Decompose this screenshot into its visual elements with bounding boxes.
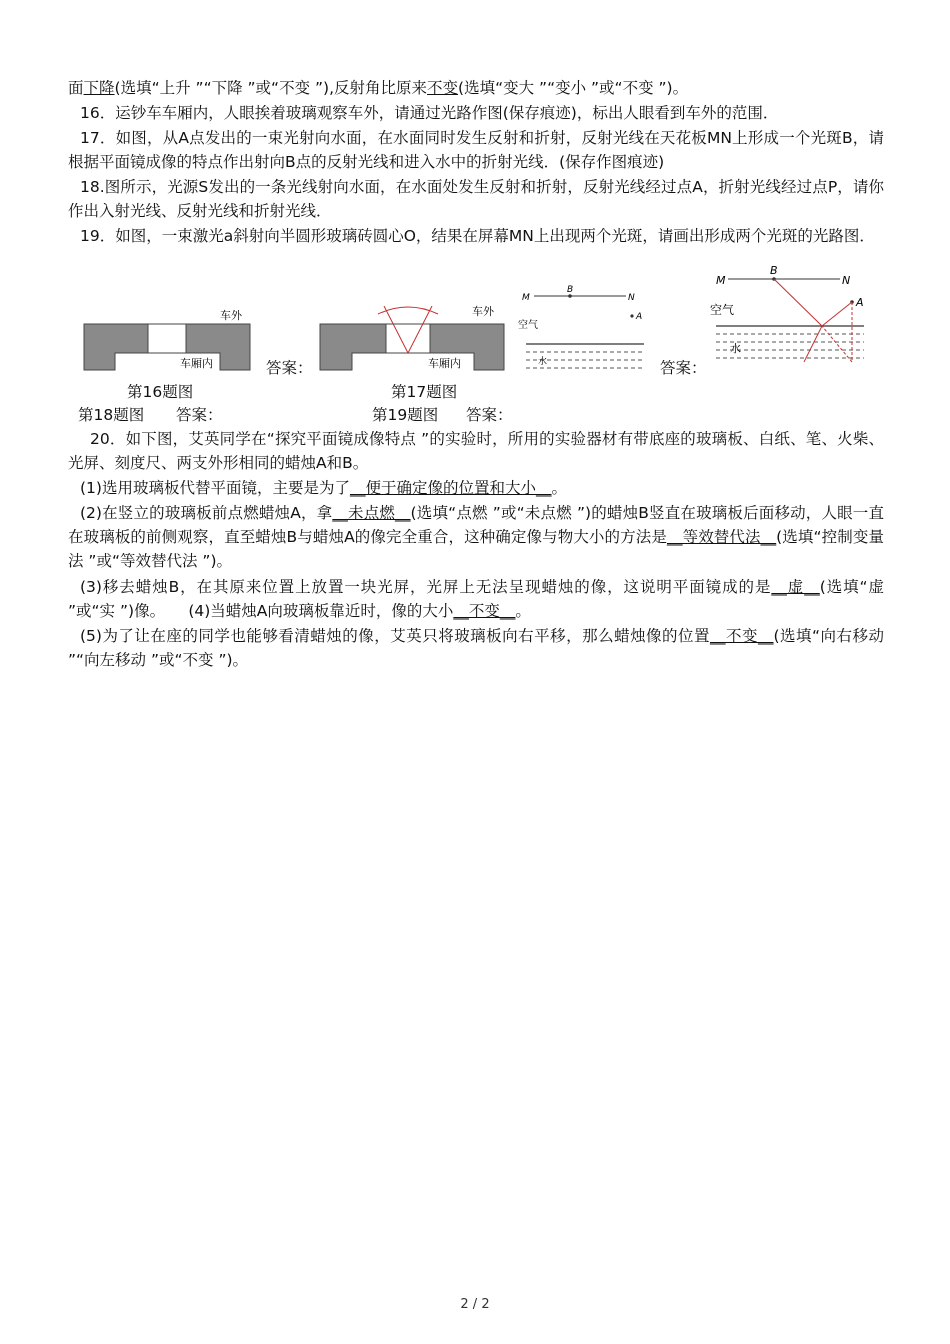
caption-figure-19: 第19题图 — [372, 406, 439, 424]
question-20: 20．如下图，艾英同学在“探究平面镜成像特点 ”的实验时，所用的实验器材有带底座的玻璃板、白纸、笔、火柴、光屏、刻度尺、两支外形相同的蜡烛A和B。 — [68, 430, 884, 472]
air-label: 空气 — [518, 320, 538, 331]
car-inside-label: 车厢内 — [180, 357, 213, 370]
question-20-part-5: (5)为了让在座的同学也能够看清蜡烛的像，艾英只将玻璃板向右平移，那么蜡烛像的位置__不变__(选填“向右移动 ”“向左移动 ”或“不变 ”)。 — [68, 627, 884, 669]
question-19: 19．如图，一束激光a斜射向半圆形玻璃砖圆心O，结果在屏幕MN上出现两个光斑，请画出形成两个光斑的光路图． — [80, 227, 875, 245]
question-20-part-1: (1)选用玻璃板代替平面镜，主要是为了__便于确定像的位置和大小__。 — [80, 479, 567, 497]
water-label: 水 — [730, 342, 741, 355]
label-N: N — [628, 293, 635, 303]
car-inside-label: 车厢内 — [428, 357, 461, 370]
caption-figure-18: 第18题图 — [78, 406, 145, 424]
caption-figure-17: 第17题图 — [391, 383, 458, 401]
figure-18-answer — [708, 262, 868, 374]
label-M: M — [716, 274, 726, 287]
line-q15-tail: 面下降(选填“上升 ”“下降 ”或“不变 ”),反射角比原来不变(选填“变大 ”“变小 ”或“不变 ”)。 — [68, 79, 689, 97]
air-label: 空气 — [710, 303, 735, 317]
answer-label: 答案： — [266, 359, 313, 377]
figure-16-car — [80, 304, 255, 376]
caption-figure-16: 第16题图 — [127, 383, 194, 401]
question-18: 18.图所示，光源S发出的一条光线射向水面，在水面处发生反射和折射，反射光线经过点A，折射光线经过点P，请你作出入射光线、反射光线和折射光线． — [68, 178, 884, 220]
figure-18-water — [516, 282, 651, 376]
car-outside-label: 车外 — [472, 305, 494, 318]
page-number: 2 / 2 — [460, 1297, 490, 1312]
label-A: A — [856, 296, 864, 309]
answer-blank: __不变__ — [710, 627, 774, 645]
answer-blank: __不变__ — [453, 602, 516, 620]
answer-label: 答案： — [176, 406, 223, 424]
answer-blank: __未点燃__ — [332, 504, 411, 522]
label-M: M — [522, 293, 530, 303]
label-A: A — [636, 312, 643, 322]
question-20-part-2: (2)在竖立的玻璃板前点燃蜡烛A，拿__未点燃__(选填“点燃 ”或“未点燃 ”)的蜡烛B竖直在玻璃板后面移动，人眼一直在玻璃板的前侧观察，直至蜡烛B与蜡烛A的像完全重合，这种确定像与物大小的方法是__等效替代法__(选填“控制变量法 ”或“等效替代法 ”)。 — [68, 504, 884, 570]
label-B: B — [770, 264, 778, 277]
answer-label: 答案： — [466, 406, 513, 424]
answer-blank: 不变 — [427, 79, 459, 97]
label-N: N — [842, 274, 851, 287]
question-16: 16．运钞车车厢内，人眼挨着玻璃观察车外，请通过光路作图(保存痕迹)，标出人眼看到车外的范围． — [80, 104, 779, 122]
answer-blank: __虚__ — [771, 578, 820, 596]
label-B: B — [567, 285, 574, 295]
question-17: 17．如图，从A点发出的一束光射向水面，在水面同时发生反射和折射，反射光线在天花板MN上形成一个光斑B，请根据平面镜成像的特点作出射向B点的反射光线和进入水中的折射光线．(保存作图痕迹) — [68, 129, 884, 171]
answer-blank: __等效替代法__ — [666, 528, 777, 546]
answer-blank: __便于确定像的位置和大小__ — [349, 479, 552, 497]
car-outside-label: 车外 — [220, 309, 242, 322]
figure-16-answer — [316, 300, 508, 376]
answer-blank: 下降 — [83, 79, 115, 97]
question-20-part-3-4: (3)移去蜡烛B，在其原来位置上放置一块光屏，光屏上无法呈现蜡烛的像，这说明平面镜成的是__虚__(选填“虚 ”或“实 ”)像。 (4)当蜡烛A向玻璃板靠近时，像的大小__不变__。 — [68, 578, 885, 620]
answer-label: 答案： — [660, 359, 707, 377]
water-label: 水 — [538, 357, 548, 367]
